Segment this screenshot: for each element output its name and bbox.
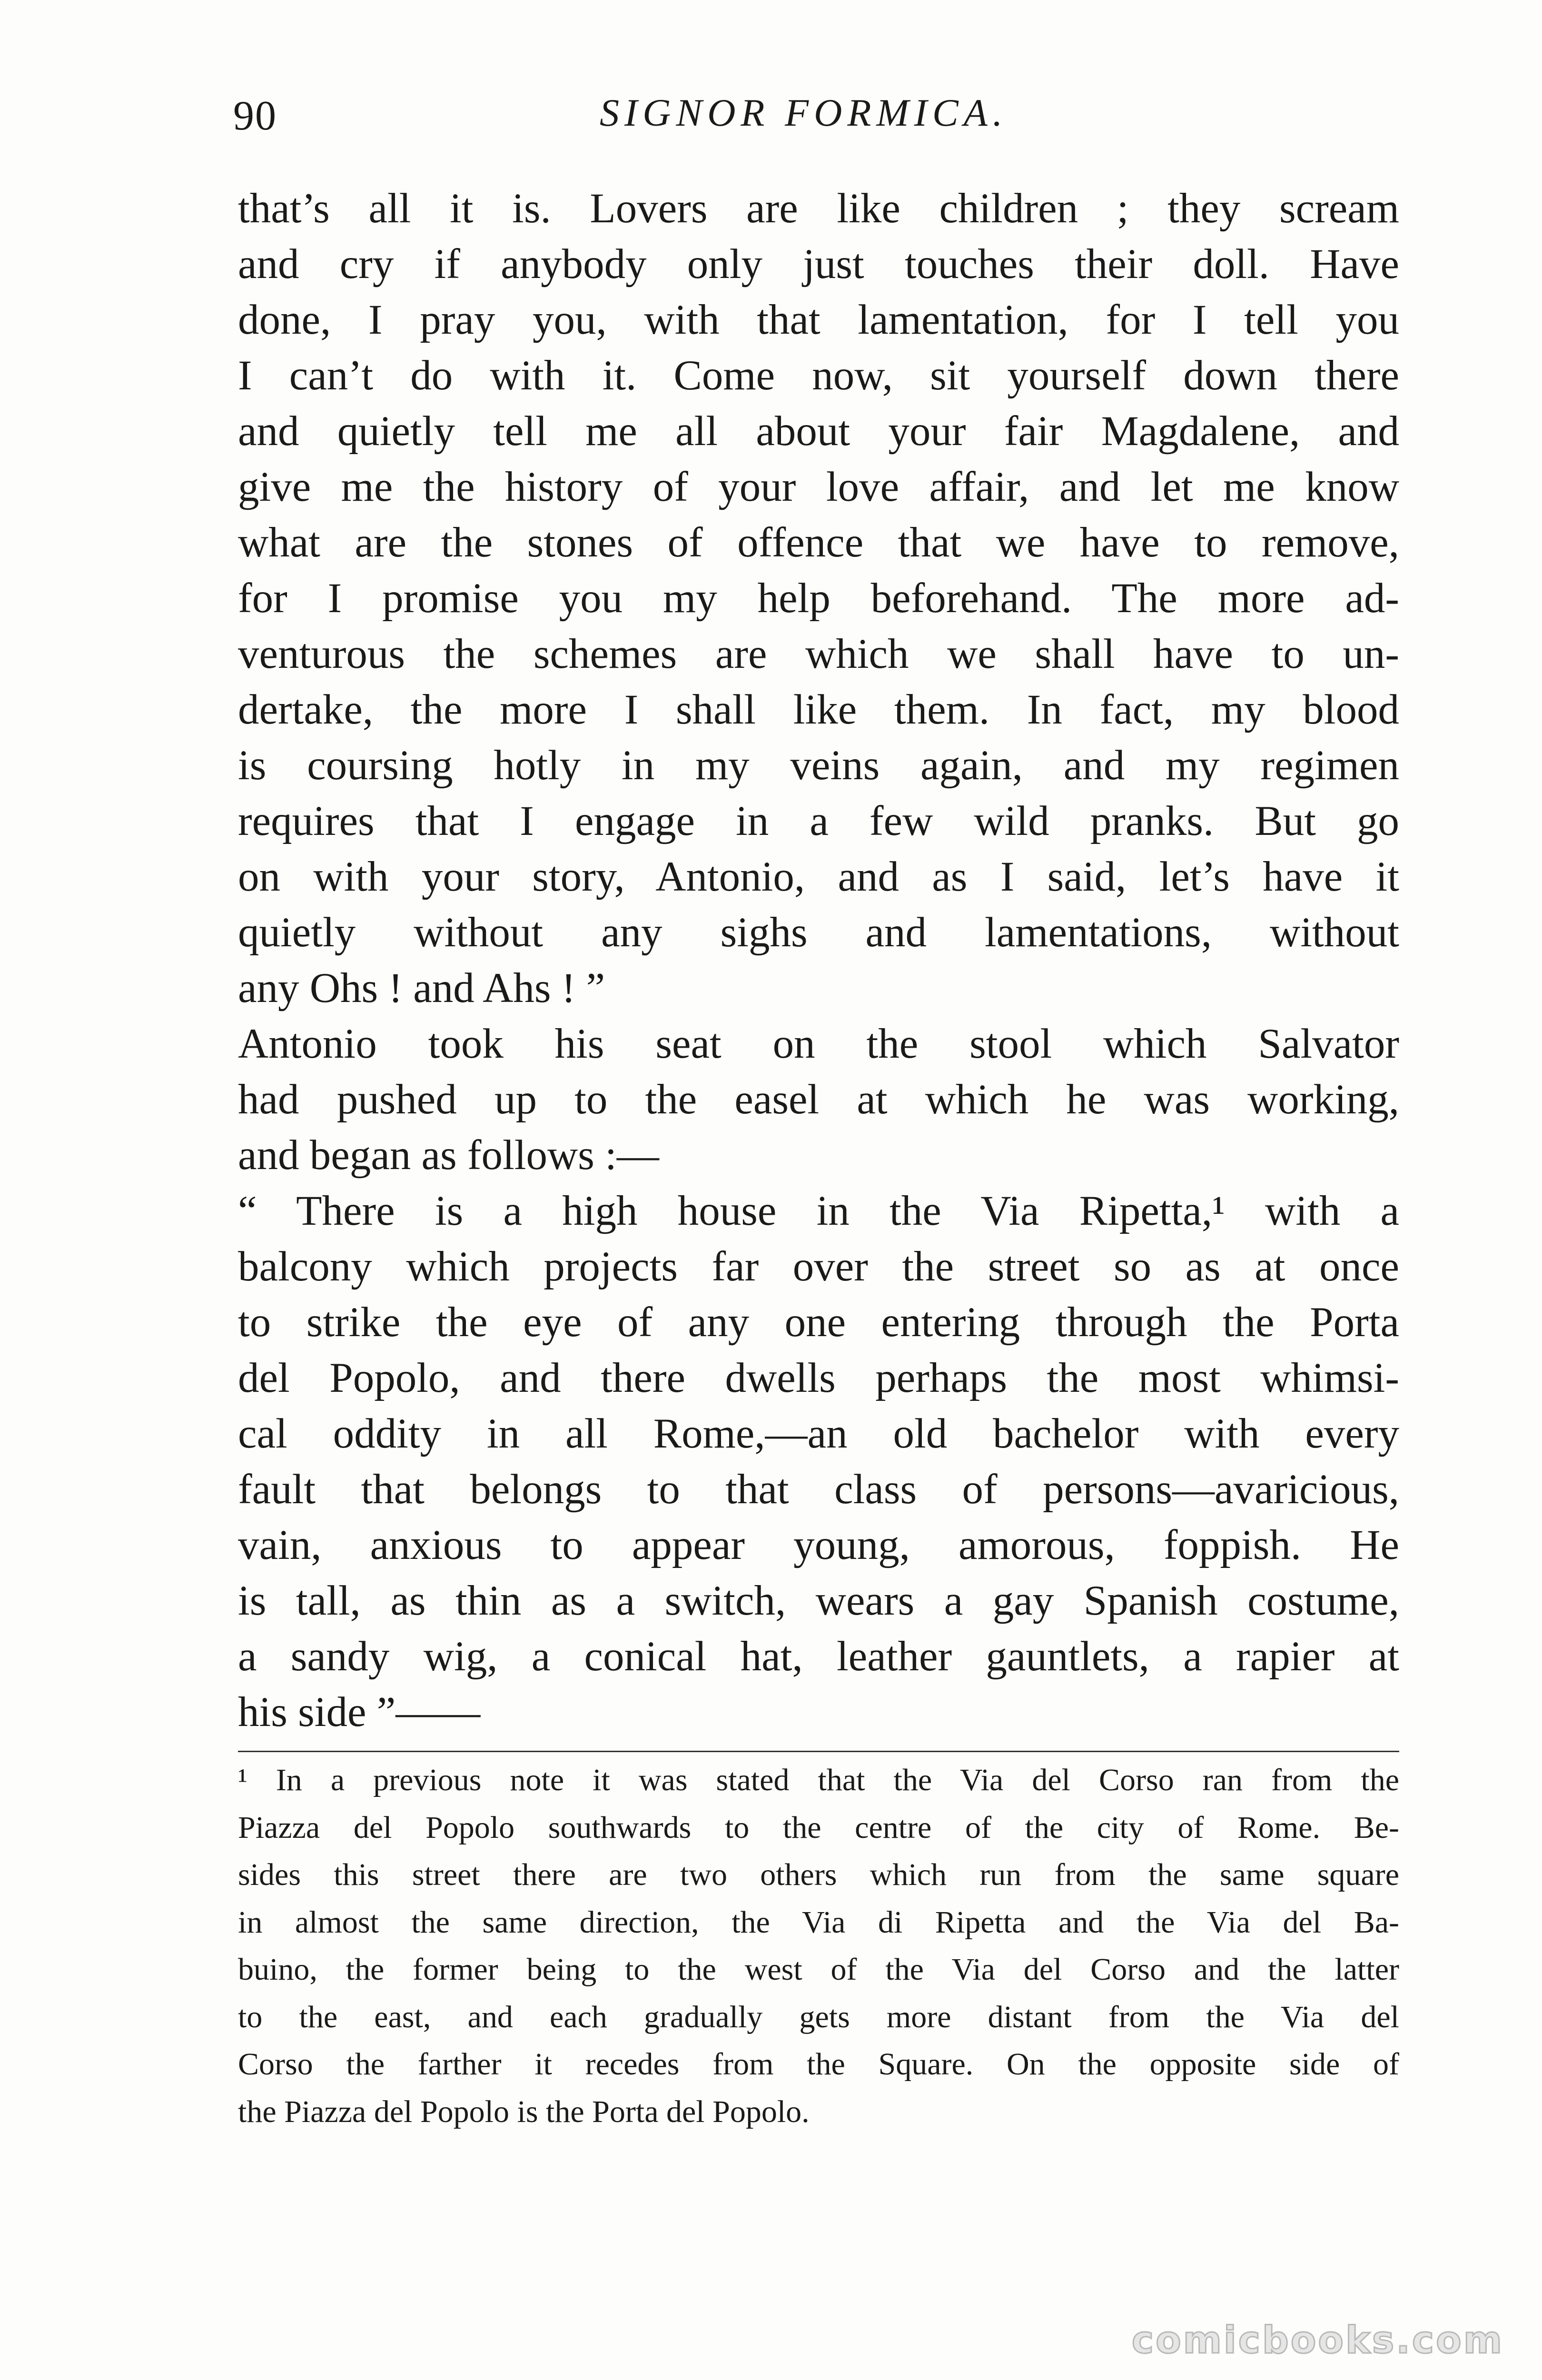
page-number: 90: [233, 93, 277, 139]
body-line: done, I pray you, with that lamentation, for I tell you: [238, 297, 1399, 343]
body-line: Antonio took his seat on the stool which Salvator: [238, 1021, 1399, 1067]
body-line: del Popolo, and there dwells perhaps the most whimsi-: [238, 1355, 1399, 1401]
footnote-line: buino, the former being to the west of the Via del Corso and the latter: [238, 1952, 1399, 1987]
body-line: requires that I engage in a few wild pranks. But go: [238, 798, 1399, 844]
body-line: that’s all it is. Lovers are like children ; they scream: [238, 185, 1399, 232]
body-line: had pushed up to the easel at which he was working,: [238, 1076, 1399, 1123]
footnote-line: Piazza del Popolo southwards to the centre of the city of Rome. Be-: [238, 1810, 1399, 1845]
body-line: vain, anxious to appear young, amorous, foppish. He: [238, 1522, 1399, 1568]
body-line: balcony which projects far over the street so as at once: [238, 1243, 1399, 1290]
body-line: dertake, the more I shall like them. In fact, my blood: [238, 686, 1399, 733]
body-line: is tall, as thin as a switch, wears a gay Spanish costume,: [238, 1577, 1399, 1624]
running-head: SIGNOR FORMICA.: [600, 91, 1008, 134]
body-line: venturous the schemes are which we shall have to un-: [238, 631, 1399, 677]
footnote-line: the Piazza del Popolo is the Porta del Popolo.: [238, 2094, 810, 2129]
body-line: his side ”——: [238, 1689, 481, 1735]
footnotes: [238, 1756, 1399, 2135]
body-text: [238, 181, 1399, 1740]
footnote-divider: [238, 1751, 1399, 1752]
body-line: give me the history of your love affair, and let me know: [238, 464, 1399, 510]
body-line: on with your story, Antonio, and as I said, let’s have it: [238, 853, 1399, 900]
footnote-line: sides this street there are two others which run from the same square: [238, 1857, 1399, 1892]
body-line: quietly without any sighs and lamentations, without: [238, 909, 1399, 956]
body-line: and cry if anybody only just touches their doll. Have: [238, 241, 1399, 288]
body-line: any Ohs ! and Ahs ! ”: [238, 965, 605, 1012]
body-line: and quietly tell me all about your fair Magdalene, and: [238, 408, 1399, 455]
body-line: to strike the eye of any one entering through the Porta: [238, 1299, 1399, 1346]
body-line: for I promise you my help beforehand. The more ad-: [238, 575, 1399, 622]
body-line: fault that belongs to that class of persons—avaricious,: [238, 1466, 1399, 1513]
body-line: cal oddity in all Rome,—an old bachelor with every: [238, 1410, 1399, 1457]
body-line: and began as follows :—: [238, 1132, 659, 1179]
body-line: I can’t do with it. Come now, sit yourself down there: [238, 352, 1399, 399]
watermark: comicbooks.com: [1131, 2319, 1504, 2362]
body-line: a sandy wig, a conical hat, leather gauntlets, a rapier at: [238, 1633, 1399, 1680]
body-line: what are the stones of offence that we have to remove,: [238, 519, 1399, 566]
footnote-line: Corso the farther it recedes from the Square. On the opposite side of: [238, 2047, 1399, 2082]
footnote-line: ¹ In a previous note it was stated that the Via del Corso ran from the: [238, 1763, 1399, 1797]
body-line: “ There is a high house in the Via Ripetta,¹ with a: [238, 1188, 1399, 1234]
body-line: is coursing hotly in my veins again, and my regimen: [238, 742, 1399, 789]
footnote-line: in almost the same direction, the Via di Ripetta and the Via del Ba-: [238, 1904, 1399, 1940]
footnote-line: to the east, and each gradually gets more distant from the Via del: [238, 1999, 1399, 2034]
